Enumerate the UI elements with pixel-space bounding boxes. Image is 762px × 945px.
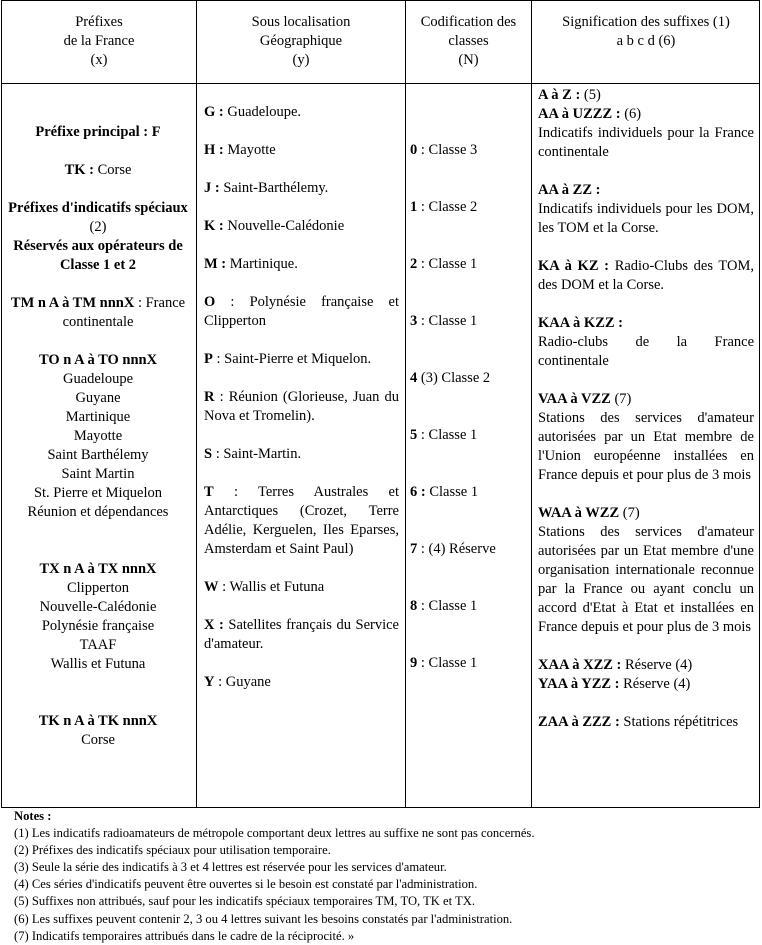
list-item: G : Guadeloupe. [204,104,302,120]
special-prefixes: Préfixes d'indicatifs spéciaux (2) [8,200,188,235]
list-item: 4 (3) Classe 2 [410,370,491,386]
note-item: (4) Ces séries d'indicatifs peuvent être ouvertes si le besoin est constaté par l'administration. [14,877,478,892]
list-item: H : Mayotte [204,142,276,158]
list-item: W : Wallis et Futuna [204,579,325,595]
list-item: Polynésie française [41,618,155,634]
list-item: 6 : Classe 1 [410,484,479,500]
reserved-operators: Réservés aux opérateurs de Classe 1 et 2 [13,238,183,273]
list-item: Y : Guyane [204,674,271,690]
header-signification: Signification des suffixes (1) a b c d (6) [562,14,730,49]
list-item: KAA à KZZ : Radio-clubs de la France continentale [538,315,754,369]
column-signification [532,83,760,808]
list-item: Mayotte [73,428,123,444]
list-item: 5 : Classe 1 [410,427,478,443]
note-item: (3) Seule la série des indicatifs à 3 et 4 lettres est réservée pour les services d'amateur. [14,860,447,875]
list-item: 8 : Classe 1 [410,598,478,614]
column-prefixes [2,83,194,808]
tm-series: TM n A à TM nnnX : France continentale [10,295,186,330]
list-item: Nouvelle-Calédonie [39,599,157,615]
main-prefix: Préfixe principal : F [35,124,161,140]
list-item: ZAA à ZZZ : Stations répétitrices [538,714,739,730]
list-item: Saint Barthélemy [47,447,149,463]
list-item: Clipperton [66,580,130,596]
note-item: (1) Les indicatifs radioamateurs de métropole comportant deux lettres au suffixe ne sont pas concernés. [14,826,535,841]
list-item: Guyane [75,390,121,406]
list-item: TAAF [79,637,117,653]
list-item: 1 : Classe 2 [410,199,478,215]
list-item: Martinique [65,409,131,425]
list-item: WAA à WZZ (7) Stations des services d'amateur autorisées par un Etat membre d'une organisation internationale reconnue par la France ou ayant conclu un accord d'Etat à Etat et installées en France depuis et pour plus de 3 mois [538,505,754,635]
header-sous-localisation: Sous localisation Géographique (y) [251,14,351,68]
list-item: X : Satellites français du Service d'amateur. [204,617,399,652]
header-codification: Codification des classes (N) [420,14,517,68]
list-item: M : Martinique. [204,256,298,272]
notes-section [14,808,754,945]
list-item: K : Nouvelle-Calédonie [204,218,345,234]
list-item: Corse [81,732,115,748]
tk-series: TK n A à TK nnnX Corse [2,712,194,750]
list-item: 7 : (4) Réserve [410,541,496,557]
list-item: A à Z : (5) AA à UZZZ : (6) Indicatifs individuels pour la France continentale [538,87,754,160]
list-item: KA à KZ : Radio-Clubs des TOM, des DOM et la Corse. [538,258,754,293]
list-item: VAA à VZZ (7) Stations des services d'amateur autorisées par un Etat membre de l'Union européenne installées en France depuis et pour plus de 3 mois [538,391,754,483]
list-item: S : Saint-Martin. [204,446,302,462]
list-item: 3 : Classe 1 [410,313,478,329]
note-item: (5) Suffixes non attribués, sauf pour les indicatifs spéciaux temporaires TM, TO, TK et TX. [14,894,475,909]
list-item: AA à ZZ : Indicatifs individuels pour les DOM, les TOM et la Corse. [538,182,754,236]
list-item: Saint Martin [61,466,135,482]
list-item: O : Polynésie française et Clipperton [204,294,399,329]
list-item: XAA à XZZ : Réserve (4) YAA à YZZ : Réserve (4) [538,657,693,692]
list-item: 0 : Classe 3 [410,142,478,158]
list-item: T : Terres Australes et Antarctiques (Crozet, Terre Adélie, Kerguelen, Iles Eparses, Amsterdam et Saint Paul) [204,484,399,557]
header-prefixes: Préfixes de la France (x) [63,14,135,68]
to-series: TO n A à TO nnnX Guadeloupe Guyane Martinique Mayotte Saint Barthélemy Saint Martin St. Pierre et Miquelon Réunion et dépendances [2,351,194,522]
list-item: St. Pierre et Miquelon [33,485,163,501]
list-item: P : Saint-Pierre et Miquelon. [204,351,372,367]
tk-corse: TK : Corse [64,162,132,178]
list-item: Réunion et dépendances [27,504,169,520]
notes-title: Notes : [14,809,52,823]
list-item: 9 : Classe 1 [410,655,478,671]
note-item: (2) Préfixes des indicatifs spéciaux pour utilisation temporaire. [14,843,331,858]
list-item: J : Saint-Barthélemy. [204,180,329,196]
column-sous-localisation [197,83,403,808]
tx-series: TX n A à TX nnnX Clipperton Nouvelle-Calédonie Polynésie française TAAF Wallis et Futuna [2,560,194,674]
note-item: (6) Les suffixes peuvent contenir 2, 3 ou 4 lettres suivant les besoins constatés par l'administration. [14,911,513,926]
list-item: Guadeloupe [62,371,134,387]
list-item: Wallis et Futuna [50,656,146,672]
note-item: (7) Indicatifs temporaires attribués dans le cadre de la réciprocité. » [14,928,355,943]
list-item: R : Réunion (Glorieuse, Juan du Nova et Tromelin). [204,389,399,424]
column-codification [406,83,531,808]
list-item: 2 : Classe 1 [410,256,478,272]
